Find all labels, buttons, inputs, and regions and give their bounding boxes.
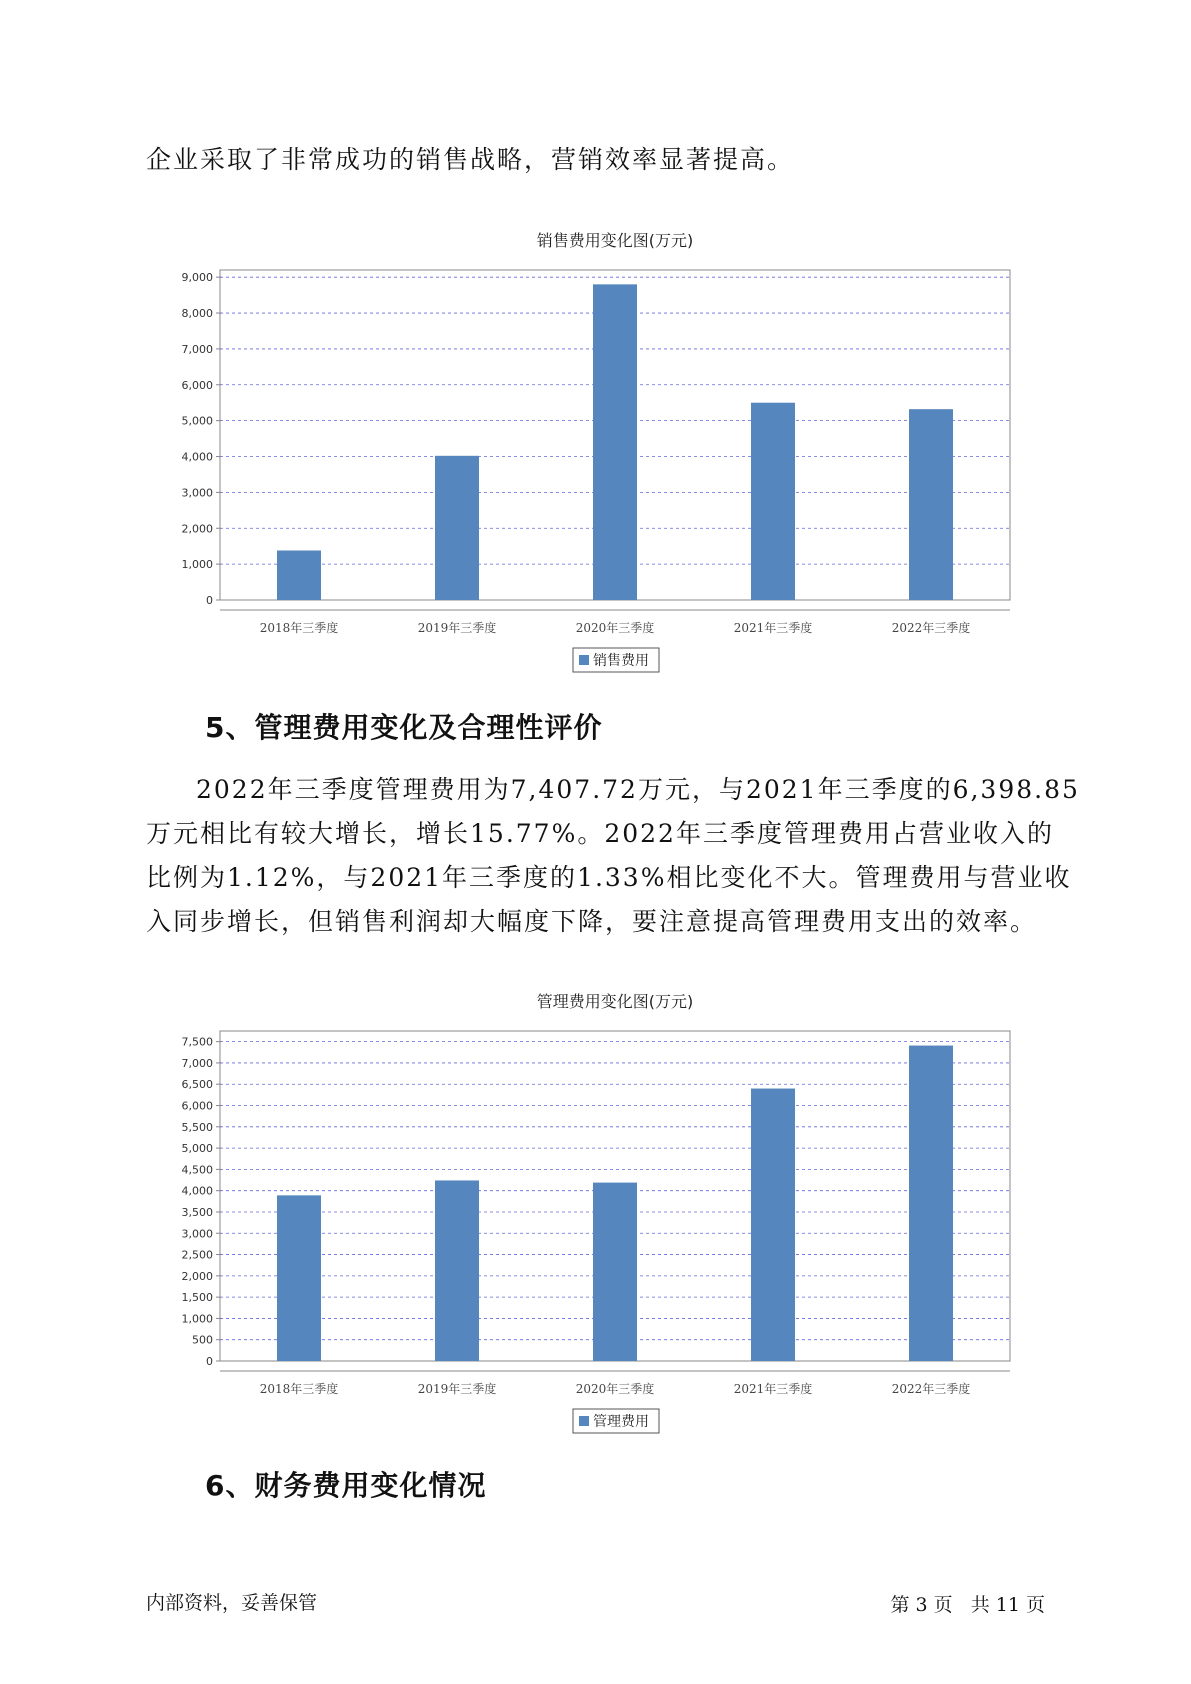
y-tick-label: 1,000 [181,1312,213,1326]
y-tick-label: 7,500 [181,1035,213,1049]
footer-page-number: 第 3 页 共 11 页 [890,1594,1045,1616]
admin-expense-chart-svg [160,983,1060,1443]
y-tick-label: 2,000 [181,522,213,536]
chart-legend [573,648,659,672]
x-tick-label: 2022年三季度 [891,1382,971,1396]
chart-title: 销售费用变化图(万元) [536,231,694,250]
bar [751,1089,795,1361]
y-tick-label: 3,000 [181,486,213,500]
section5-line-1: 2022年三季度管理费用为7,407.72万元，与2021年三季度的6,398.85 [196,775,1080,804]
x-tick-label: 2021年三季度 [733,621,813,635]
y-tick-label: 4,000 [181,450,213,464]
legend-label: 管理费用 [593,1414,649,1430]
intro-paragraph [146,138,1046,182]
bar [909,1046,953,1361]
bar [277,551,321,601]
y-tick-label: 6,500 [181,1078,213,1092]
y-tick-label: 3,500 [181,1205,213,1219]
section5-line-4: 入同步增长，但销售利润却大幅度下降，要注意提高管理费用支出的效率。 [146,907,1038,936]
x-tick-label: 2019年三季度 [417,1382,497,1396]
y-tick-label: 6,000 [181,1099,213,1113]
x-tick-label: 2018年三季度 [259,621,339,635]
admin-expense-chart [160,983,1060,1443]
x-tick-label: 2020年三季度 [575,621,655,635]
bar [435,1180,479,1361]
section5-line-2: 万元相比有较大增长，增长15.77%。2022年三季度管理费用占营业收入的 [146,819,1054,848]
legend-label: 销售费用 [593,653,649,669]
y-tick-label: 7,000 [181,1056,213,1070]
y-tick-label: 5,000 [181,1142,213,1156]
x-tick-label: 2020年三季度 [575,1382,655,1396]
y-tick-label: 7,000 [181,342,213,356]
y-tick-label: 5,500 [181,1120,213,1134]
x-tick-label: 2018年三季度 [259,1382,339,1396]
section5-heading: 5、管理费用变化及合理性评价 [205,711,603,744]
y-tick-label: 5,000 [181,414,213,428]
y-tick-label: 4,500 [181,1163,213,1177]
y-tick-label: 9,000 [181,271,213,285]
y-tick-label: 8,000 [181,307,213,321]
bar [593,1183,637,1361]
y-tick-label: 6,000 [181,378,213,392]
x-tick-label: 2021年三季度 [733,1382,813,1396]
sales-expense-chart [160,222,1060,682]
bar [751,403,795,600]
bar [593,284,637,600]
y-tick-label: 4,000 [181,1184,213,1198]
y-tick-label: 1,000 [181,558,213,572]
x-tick-label: 2019年三季度 [417,621,497,635]
bar [435,456,479,600]
intro-line: 企业采取了非常成功的销售战略，营销效率显著提高。 [146,145,795,174]
y-tick-label: 0 [206,1355,213,1368]
sales-expense-chart-svg [160,222,1060,682]
chart-title: 管理费用变化图(万元) [536,992,694,1011]
legend-swatch [579,655,589,665]
y-tick-label: 2,000 [181,1269,213,1283]
section5-paragraph [146,768,1080,944]
y-tick-label: 1,500 [181,1291,213,1305]
footer-confidential: 内部资料，妥善保管 [146,1592,318,1614]
section6-heading: 6、财务费用变化情况 [205,1469,487,1502]
chart-legend [573,1409,659,1433]
section5-line-3: 比例为1.12%，与2021年三季度的1.33%相比变化不大。管理费用与营业收 [146,863,1072,892]
y-tick-label: 3,000 [181,1227,213,1241]
y-tick-label: 0 [206,594,213,607]
y-tick-label: 2,500 [181,1248,213,1262]
y-tick-label: 500 [192,1333,213,1347]
bar [909,409,953,600]
legend-swatch [579,1416,589,1426]
bar [277,1195,321,1361]
x-tick-label: 2022年三季度 [891,621,971,635]
